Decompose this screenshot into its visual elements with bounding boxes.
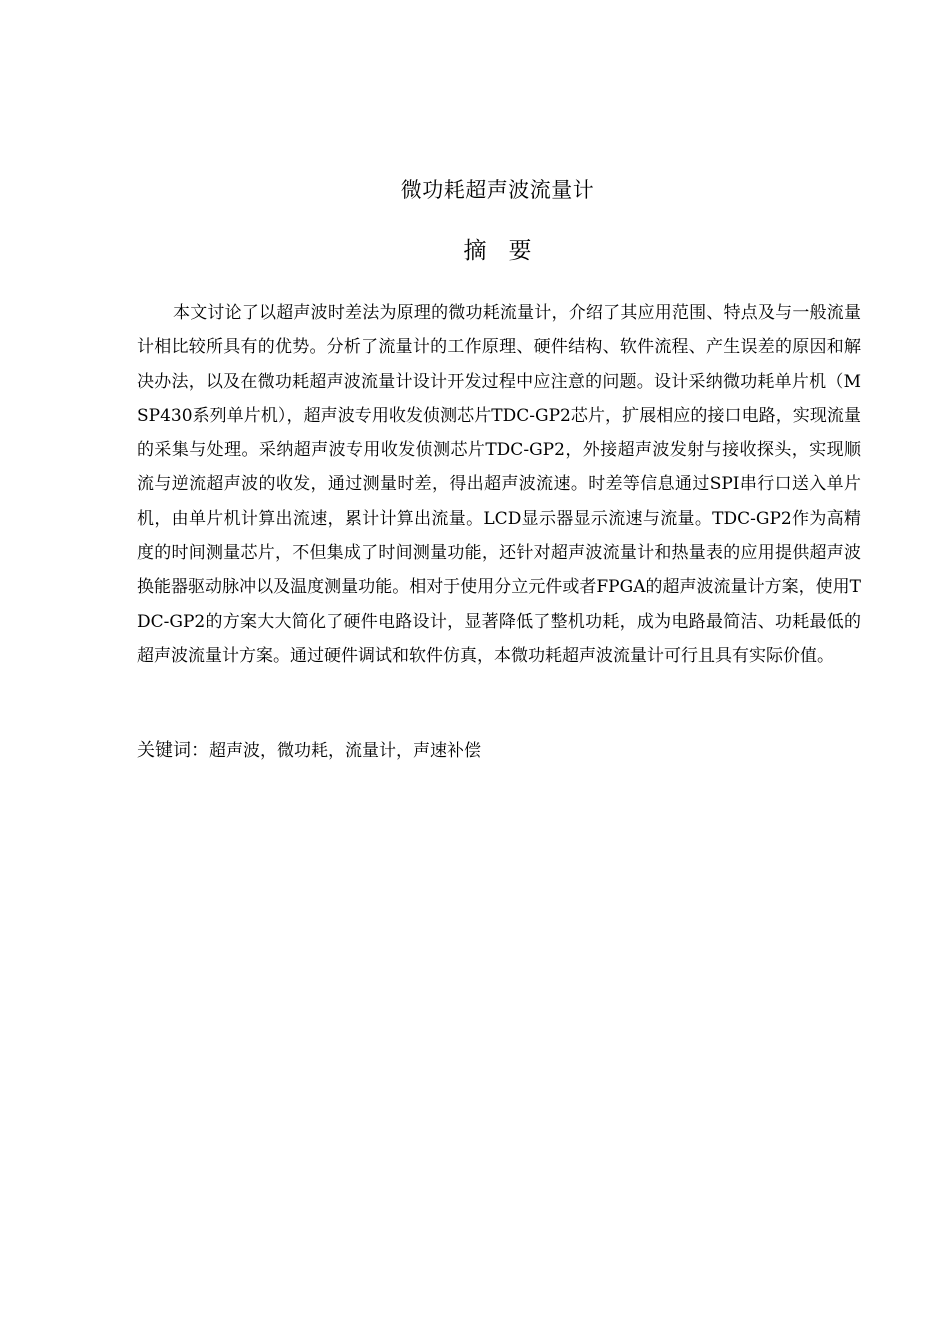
keywords-line [137, 734, 861, 768]
keywords-label: 关键词： [137, 740, 209, 761]
abstract-heading: 摘要 [463, 238, 554, 264]
keywords-value: 超声波，微功耗，流量计，声速补偿 [209, 741, 481, 761]
abstract-paragraph: 本文讨论了以超声波时差法为原理的微功耗流量计，介绍了其应用范围、特点及与一般流量计相比较所具有的优势。分析了流量计的工作原理、硬件结构、软件流程、产生误差的原因和解决办法，以及在微功耗超声波流量计设计开发过程中应注意的问题。设计采纳微功耗单片机（MSP430系列单片机），超声波专用收发侦测芯片TDC-GP2芯片，扩展相应的接口电路，实现流量的采集与处理。采纳超声波专用收发侦测芯片TDC-GP2，外接超声波发射与接收探头，实现顺流与逆流超声波的收发，通过测量时差，得出超声波流速。时差等信息通过SPI串行口送入单片机，由单片机计算出流速，累计计算出流量。LCD显示器显示流速与流量。TDC-GP2作为高精度的时间测量芯片，不但集成了时间测量功能，还针对超声波流量计和热量表的应用提供超声波换能器驱动脉冲以及温度测量功能。相对于使用分立元件或者FPGA的超声波流量计方案，使用TDC-GP2的方案大大简化了硬件电路设计，显著降低了整机功耗，成为电路最简洁、功耗最低的超声波流量计方案。通过硬件调试和软件仿真，本微功耗超声波流量计可行且具有实际价值。 [137, 303, 861, 666]
document-title: 微功耗超声波流量计 [400, 178, 595, 202]
